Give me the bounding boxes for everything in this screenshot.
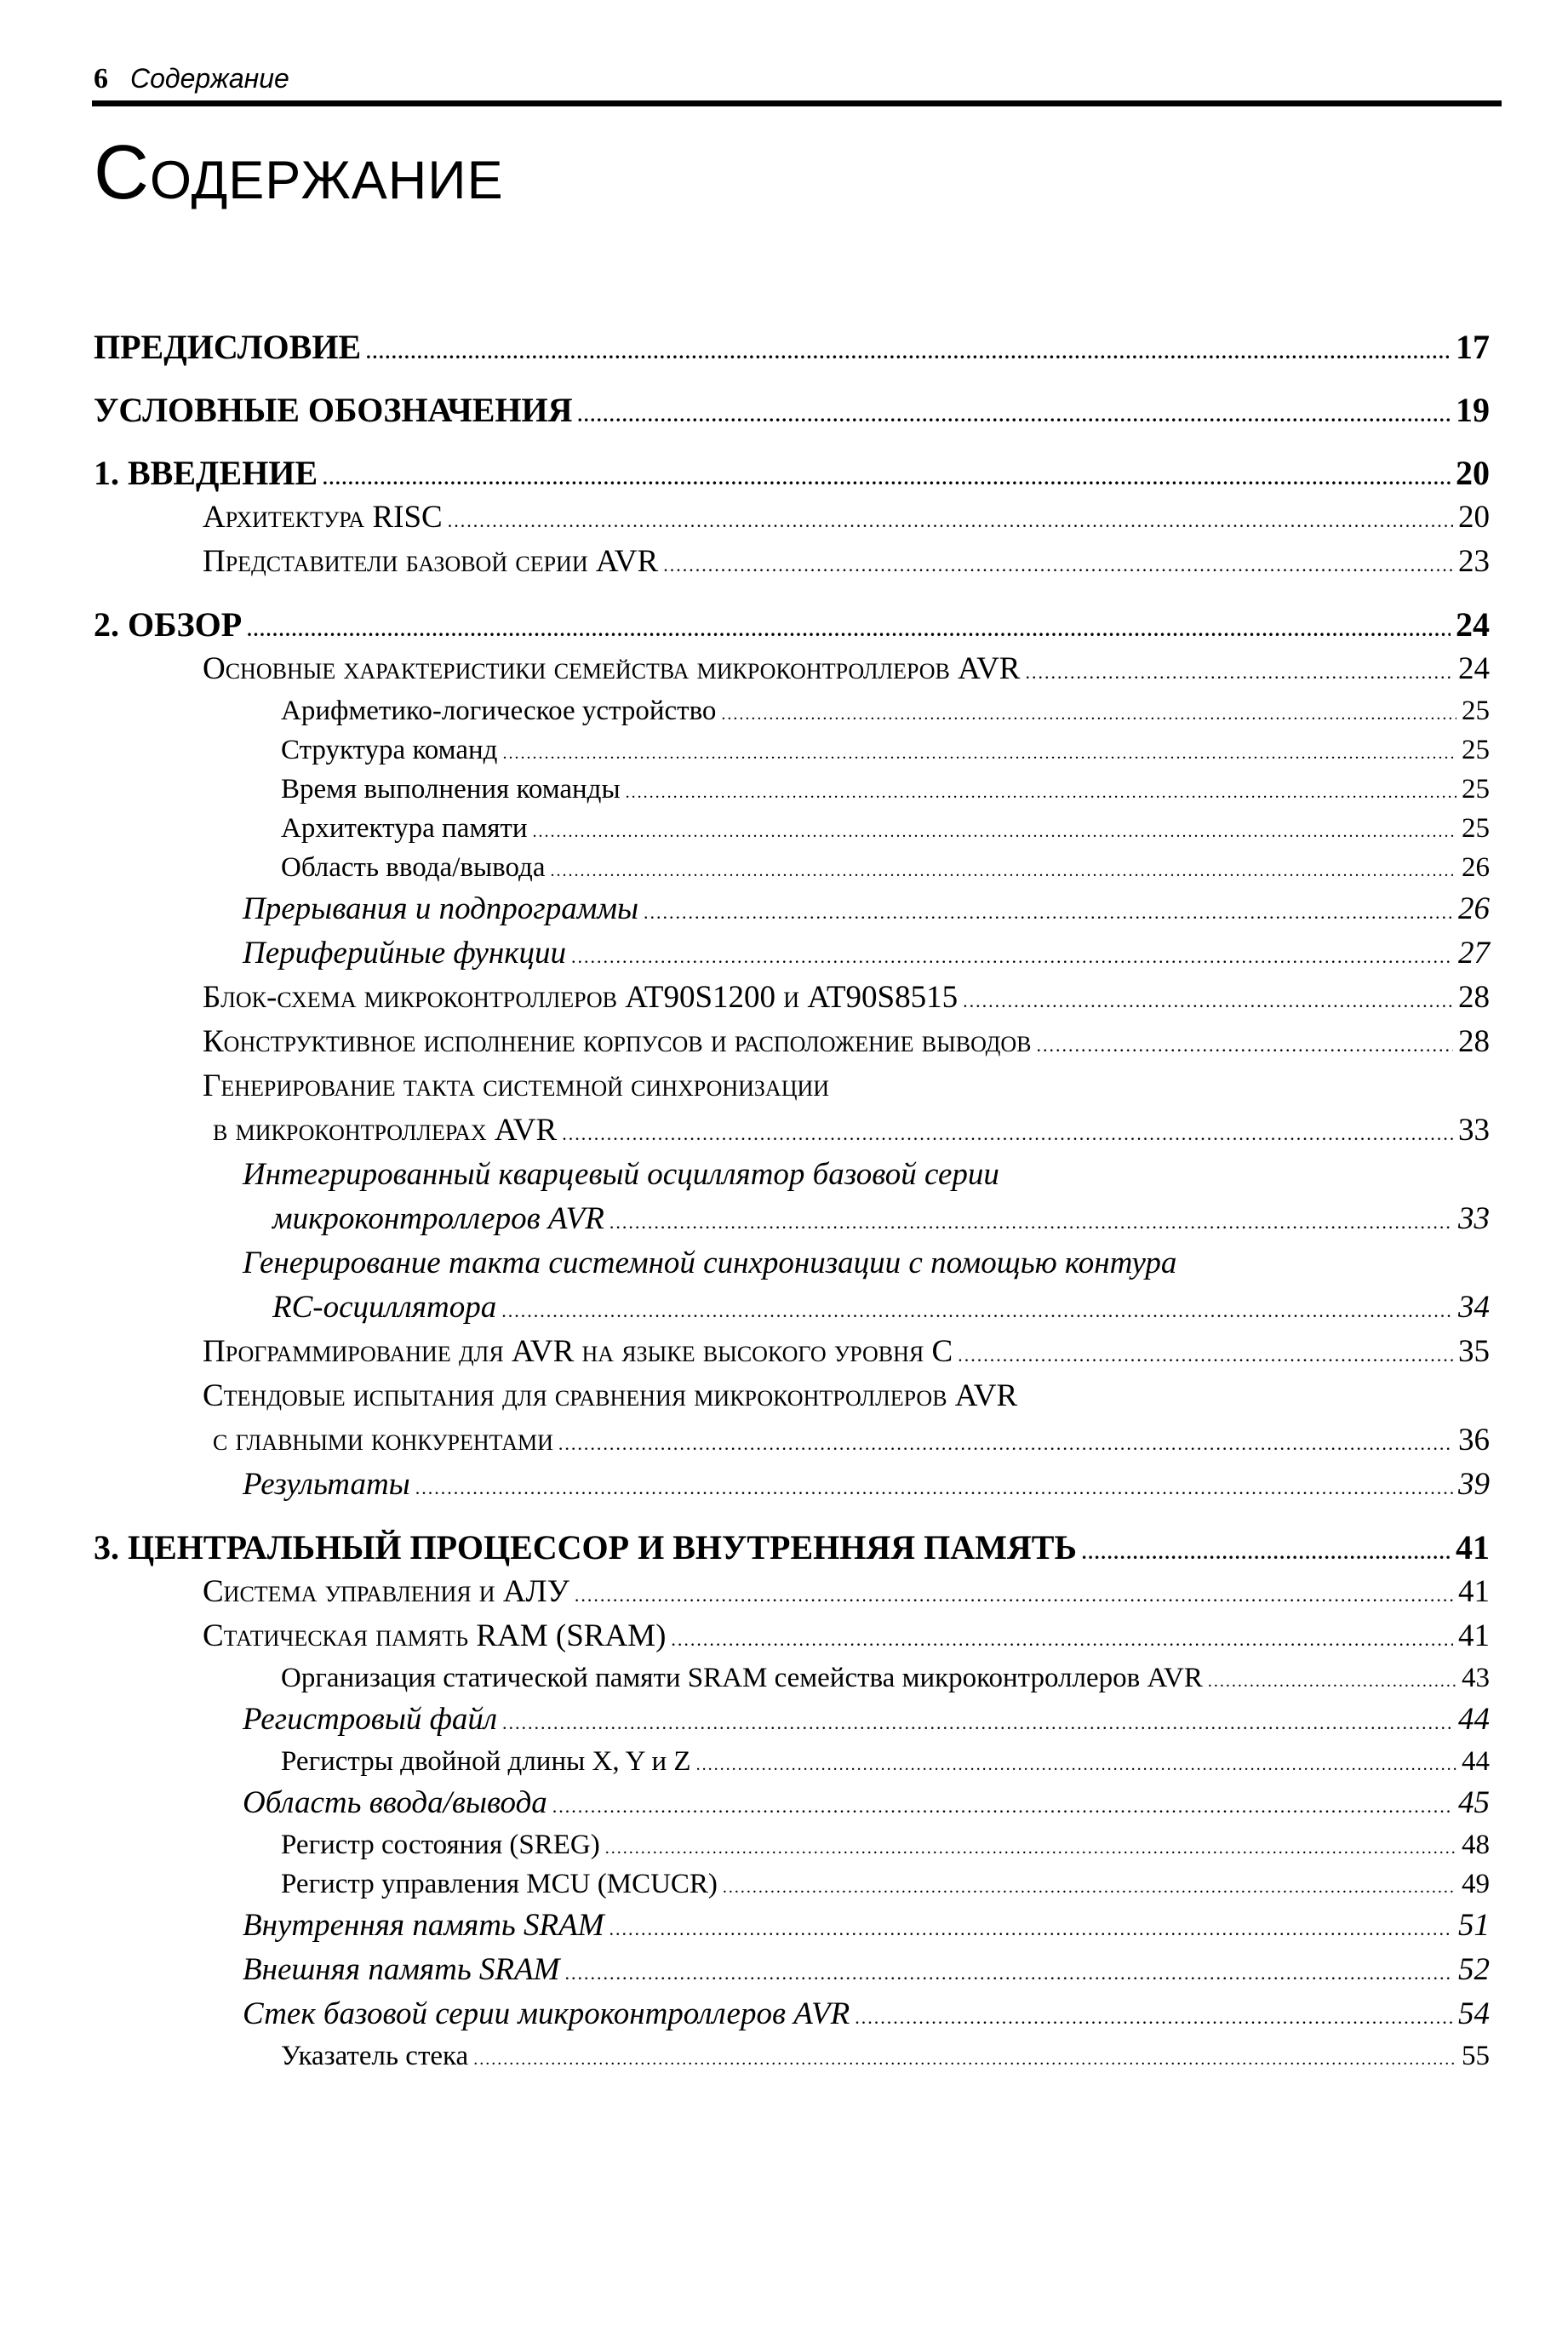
page-number: 6 bbox=[94, 63, 108, 94]
toc-entry: Прерывания и подпрограммы ..... 26 bbox=[94, 887, 1490, 931]
toc-entry: RC-осциллятора ..... 34 bbox=[94, 1286, 1490, 1330]
toc-entry: 1. ВВЕДЕНИЕ ..... 20 bbox=[94, 451, 1490, 495]
toc-entry: Программирование для AVR на языке высокого уровня C ..... 35 bbox=[94, 1330, 1490, 1374]
toc-entry: Структура команд ..... 25 bbox=[94, 730, 1490, 770]
toc-entry: Регистровый файл ..... 44 bbox=[94, 1698, 1490, 1742]
toc-entry: Регистры двойной длины X, Y и Z ..... 44 bbox=[94, 1742, 1490, 1781]
toc-entry: Архитектура памяти ..... 25 bbox=[94, 809, 1490, 848]
toc-entry: Внешняя память SRAM ..... 52 bbox=[94, 1948, 1490, 1992]
toc-entry-first-line: Генерирование такта системной синхронизации с помощью контура bbox=[243, 1246, 1177, 1280]
toc-entry: Организация статической памяти SRAM семейства микроконтроллеров AVR ..... 43 bbox=[94, 1658, 1490, 1698]
toc-entry: Основные характеристики семейства микроконтроллеров AVR ..... 24 bbox=[94, 647, 1490, 691]
toc-entry: Результаты ..... 39 bbox=[94, 1463, 1490, 1507]
toc-entry: Статическая память RAM (SRAM) ..... 41 bbox=[94, 1614, 1490, 1658]
toc-entry: Указатель стека ..... 55 bbox=[94, 2036, 1490, 2076]
table-of-contents bbox=[94, 325, 1490, 2076]
toc-entry: Регистр состояния (SREG) ..... 48 bbox=[94, 1825, 1490, 1864]
page-title: Содержание bbox=[94, 130, 504, 215]
toc-entry: с главными конкурентами ..... 36 bbox=[94, 1418, 1490, 1463]
toc-entry: Представители базовой серии AVR ..... 23 bbox=[94, 540, 1490, 584]
toc-entry-first-line: Генерирование такта системной синхронизации bbox=[203, 1068, 830, 1103]
toc-entry: в микроконтроллерах AVR ..... 33 bbox=[94, 1108, 1490, 1153]
toc-entry-first-line: Интегрированный кварцевый осциллятор базовой серии bbox=[243, 1157, 999, 1192]
toc-entry: Арифметико-логическое устройство ..... 25 bbox=[94, 691, 1490, 730]
toc-entry: микроконтроллеров AVR ..... 33 bbox=[94, 1197, 1490, 1241]
toc-entry: ПРЕДИСЛОВИЕ ..... 17 bbox=[94, 325, 1490, 369]
toc-entry: Регистр управления MCU (MCUCR) ..... 49 bbox=[94, 1864, 1490, 1904]
running-head-title: Содержание bbox=[130, 63, 289, 94]
toc-entry: Время выполнения команды ..... 25 bbox=[94, 770, 1490, 809]
toc-entry: Внутренняя память SRAM ..... 51 bbox=[94, 1904, 1490, 1948]
toc-entry: Блок-схема микроконтроллеров AT90S1200 и AT90S8515 ..... 28 bbox=[94, 976, 1490, 1020]
toc-entry: УСЛОВНЫЕ ОБОЗНАЧЕНИЯ ..... 19 bbox=[94, 388, 1490, 432]
toc-entry: Конструктивное исполнение корпусов и расположение выводов ..... 28 bbox=[94, 1020, 1490, 1064]
toc-entry-first-line: Стендовые испытания для сравнения микроконтроллеров AVR bbox=[203, 1378, 1018, 1413]
toc-entry: Область ввода/вывода ..... 26 bbox=[94, 848, 1490, 887]
header-rule bbox=[92, 100, 1502, 106]
toc-entry: Система управления и АЛУ ..... 41 bbox=[94, 1570, 1490, 1614]
toc-entry: Стек базовой серии микроконтроллеров AVR ..... 54 bbox=[94, 1992, 1490, 2036]
toc-entry: Область ввода/вывода ..... 45 bbox=[94, 1781, 1490, 1825]
toc-entry: Периферийные функции ..... 27 bbox=[94, 931, 1490, 976]
running-head bbox=[94, 61, 1500, 96]
toc-entry: 3. ЦЕНТРАЛЬНЫЙ ПРОЦЕССОР И ВНУТРЕННЯЯ ПАМЯТЬ ..... 41 bbox=[94, 1526, 1490, 1570]
toc-entry: 2. ОБЗОР ..... 24 bbox=[94, 603, 1490, 647]
toc-entry: Архитектура RISC ..... 20 bbox=[94, 495, 1490, 540]
